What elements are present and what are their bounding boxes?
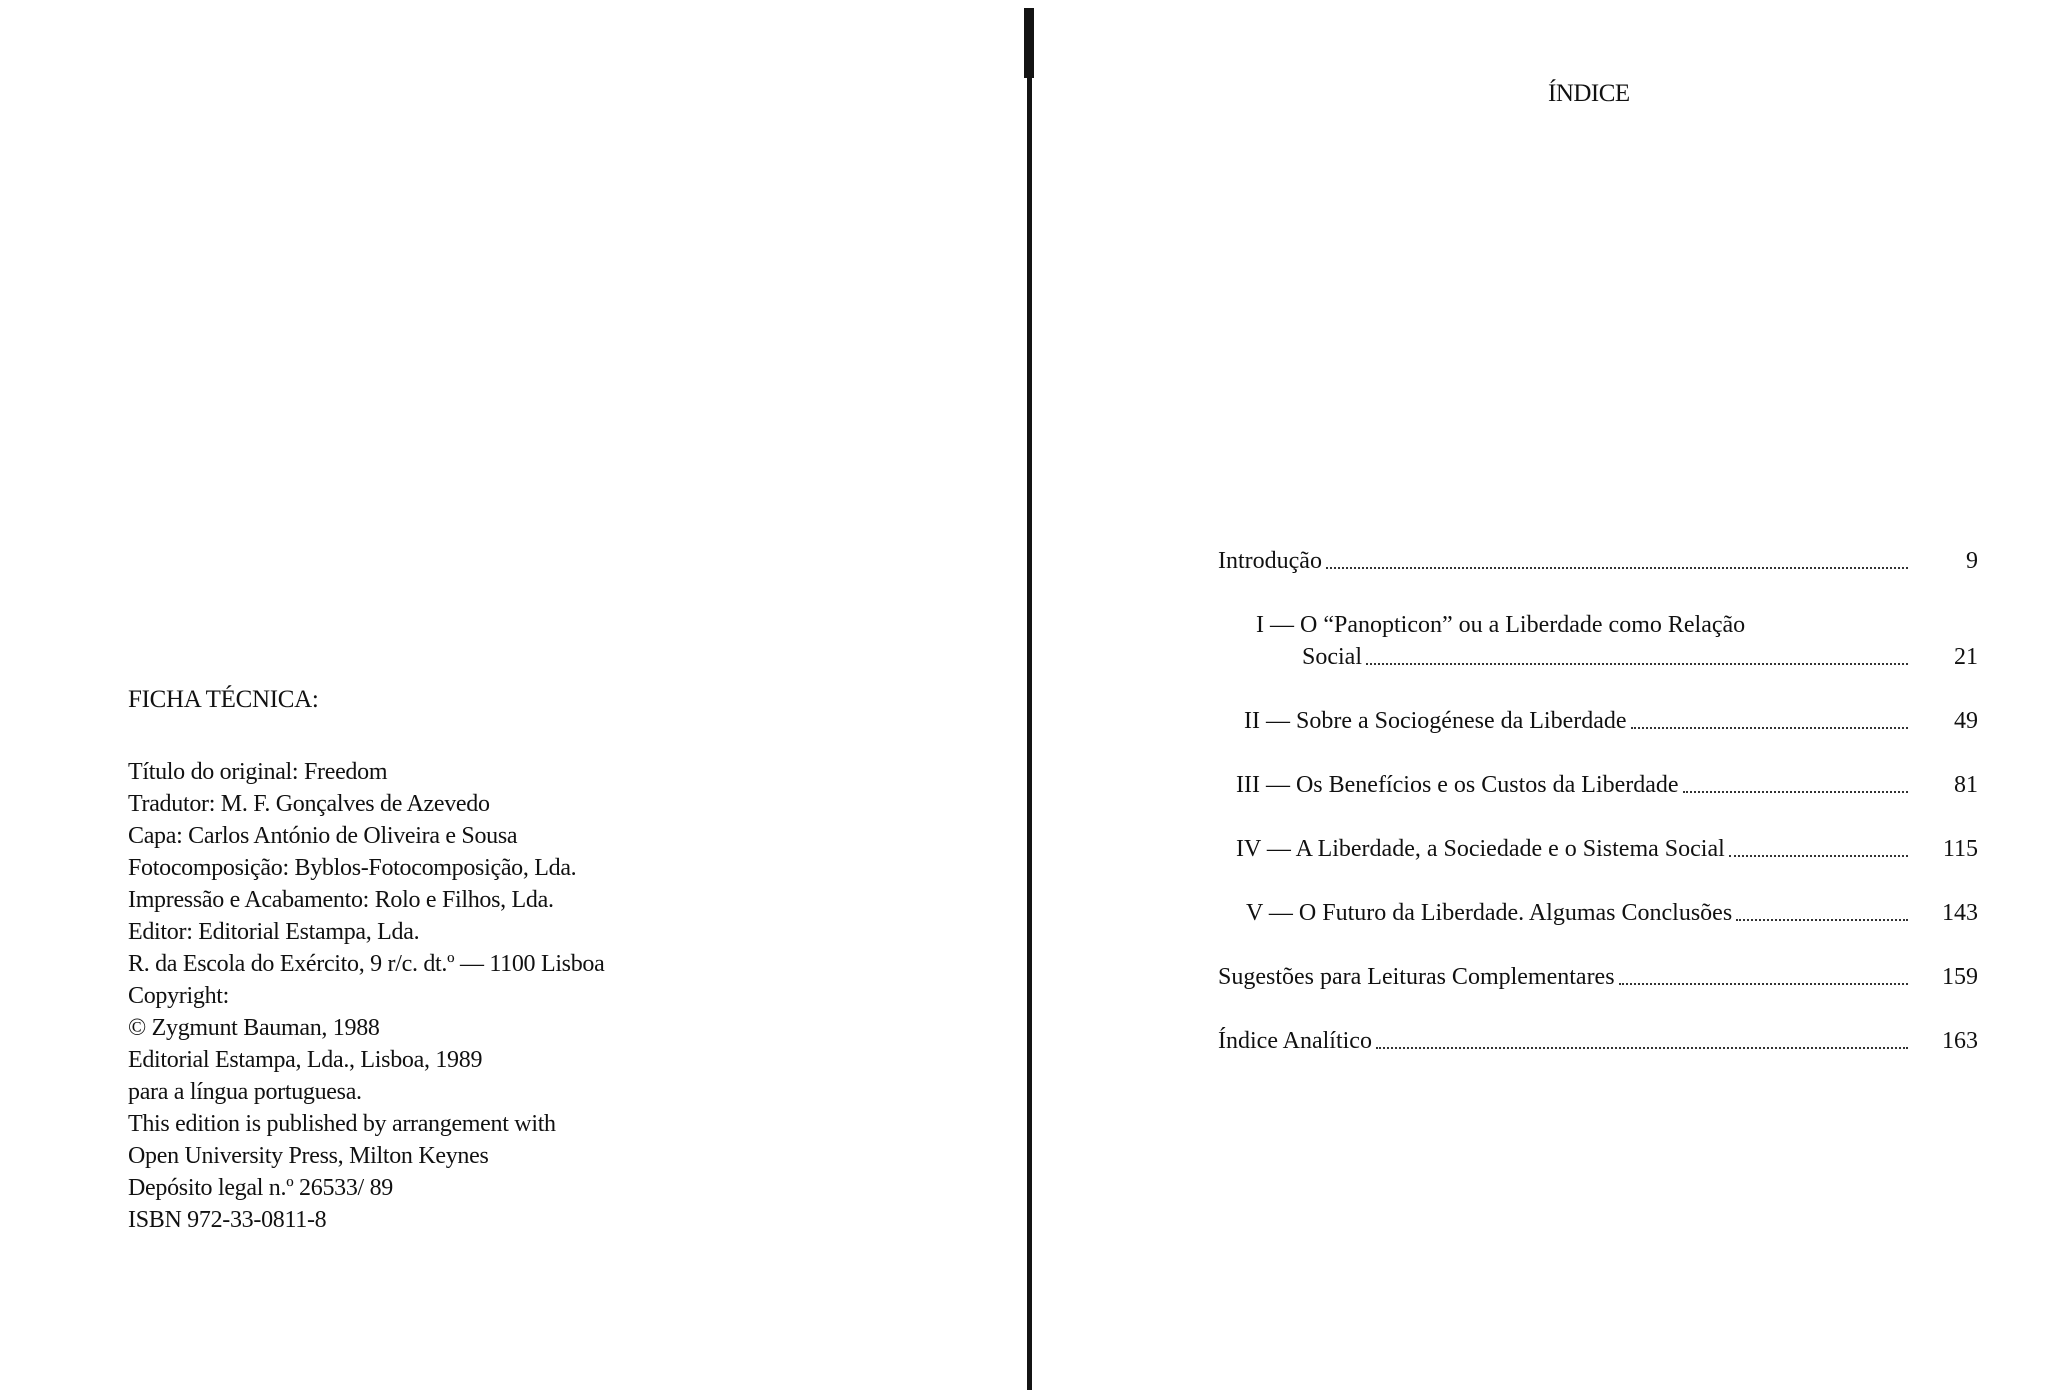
ficha-tecnica <box>128 686 748 1236</box>
ficha-line: Impressão e Acabamento: Rolo e Filhos, Lda. <box>128 887 554 913</box>
toc-entry-page: 163 <box>1942 1028 1978 1054</box>
toc-leader-dots <box>1619 983 1908 985</box>
toc-leader-dots <box>1683 791 1908 793</box>
ficha-line: © Zygmunt Bauman, 1988 <box>128 1015 380 1041</box>
ficha-line: R. da Escola do Exército, 9 r/c. dt.º — 1100 Lisboa <box>128 951 605 977</box>
toc-entry[interactable] <box>1218 705 1978 769</box>
ficha-line: para a língua portuguesa. <box>128 1079 362 1105</box>
toc-entry-page: 143 <box>1942 900 1978 926</box>
book-gutter <box>1027 8 1032 1390</box>
toc-entry[interactable] <box>1218 961 1978 1025</box>
toc-entry-label-continued: Social <box>1302 644 1362 670</box>
ficha-heading: FICHA TÉCNICA: <box>128 686 319 713</box>
ficha-line: Capa: Carlos António de Oliveira e Sousa <box>128 823 518 849</box>
toc-entry-page: 9 <box>1966 548 1978 574</box>
ficha-line: Editorial Estampa, Lda., Lisboa, 1989 <box>128 1047 483 1073</box>
toc-entry[interactable] <box>1218 897 1978 961</box>
toc-entry-label: Índice Analítico <box>1218 1028 1372 1054</box>
ficha-line: This edition is published by arrangement with <box>128 1111 556 1137</box>
toc-leader-dots <box>1631 727 1908 729</box>
toc-entry-page: 81 <box>1954 772 1978 798</box>
toc-entry[interactable] <box>1218 769 1978 833</box>
indice-heading: ÍNDICE <box>1548 80 1630 107</box>
toc-entry-label: Sugestões para Leituras Complementares <box>1218 964 1615 990</box>
toc-entry-label: Introdução <box>1218 548 1322 574</box>
toc-entry[interactable] <box>1218 609 1978 705</box>
toc-entry-label: II — Sobre a Sociogénese da Liberdade <box>1244 708 1627 734</box>
toc-leader-dots <box>1736 919 1908 921</box>
toc-leader-dots <box>1376 1047 1908 1049</box>
ficha-line: ISBN 972-33-0811-8 <box>128 1207 327 1233</box>
ficha-line: Copyright: <box>128 983 230 1009</box>
ficha-line: Título do original: Freedom <box>128 759 388 785</box>
toc-entry-label: V — O Futuro da Liberdade. Algumas Conclusões <box>1246 900 1733 926</box>
ficha-lines <box>128 756 748 1236</box>
toc-entry[interactable] <box>1218 545 1978 609</box>
toc-entry[interactable] <box>1218 833 1978 897</box>
toc-entry-label: III — Os Benefícios e os Custos da Liberdade <box>1236 772 1679 798</box>
toc-entry-page: 115 <box>1942 836 1978 862</box>
toc-entry-label: I — O “Panopticon” ou a Liberdade como Relação <box>1256 612 1746 638</box>
ficha-line: Depósito legal n.º 26533/ 89 <box>128 1175 394 1201</box>
toc-entry-page: 21 <box>1954 644 1978 670</box>
toc-leader-dots <box>1326 567 1908 569</box>
toc-entry-page: 49 <box>1954 708 1978 734</box>
toc-entry[interactable] <box>1218 1025 1978 1089</box>
ficha-line: Open University Press, Milton Keynes <box>128 1143 489 1169</box>
toc-entry-page: 159 <box>1942 964 1978 990</box>
ficha-line: Editor: Editorial Estampa, Lda. <box>128 919 420 945</box>
toc-leader-dots <box>1366 663 1908 665</box>
toc-leader-dots <box>1729 855 1908 857</box>
toc-entry-label: IV — A Liberdade, a Sociedade e o Sistema Social <box>1236 836 1725 862</box>
ficha-line: Tradutor: M. F. Gonçalves de Azevedo <box>128 791 490 817</box>
table-of-contents <box>1218 545 1978 1089</box>
ficha-line: Fotocomposição: Byblos-Fotocomposição, Lda. <box>128 855 577 881</box>
